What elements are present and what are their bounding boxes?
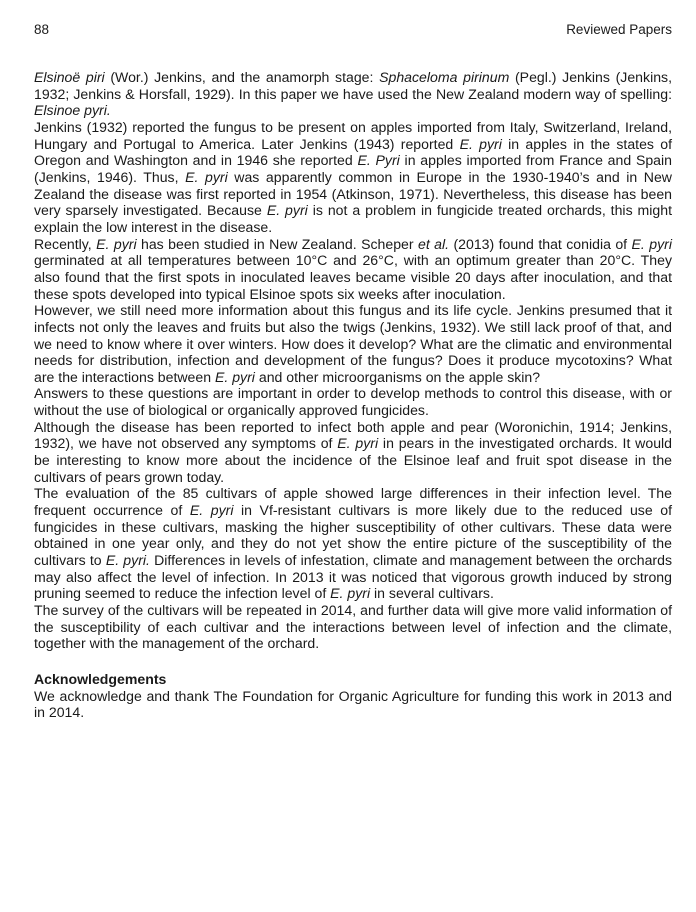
body-paragraph [34, 69, 672, 119]
body-paragraph [34, 419, 672, 486]
text-run: However, we still need more information about this fungus and its life cycle. Jenkins presumed that it infects not only the leaves and fruits but also the twigs (Jenkins, 1932). We still lack proof of that, and we need to know where it over winters. How does it develop? What are the climatic and environmental needs for distribution, infection and development of the fungus? Does it produce mycotoxins? What are the interactions between [34, 302, 672, 385]
body-paragraph [34, 119, 672, 236]
italic-text-run: E. pyri [185, 168, 228, 185]
body-paragraph [34, 302, 672, 385]
text-run: Recently, [34, 235, 97, 252]
italic-text-run: et al. [417, 235, 450, 252]
italic-text-run: Elsinoe pyri. [34, 102, 111, 119]
text-run: in pears in the investigated orchards. It would be interesting to know more about the incidence of the Elsinoe leaf and fruit spot disease in the cultivars of pears grown today. [34, 435, 672, 485]
text-run: (2013) found that conidia of [449, 235, 632, 252]
text-run: (Pegl.) Jenkins (Jenkins, 1932; Jenkins & Horsfall, 1929). In this paper we have used the New Zealand modern way of spelling: [34, 69, 673, 102]
italic-text-run: E. pyri [337, 435, 379, 452]
text-run: has been studied in New Zealand. Scheper [136, 235, 418, 252]
italic-text-run: E. pyri [330, 585, 371, 602]
article-body [34, 69, 672, 721]
text-run: and other microorganisms on the apple skin? [254, 368, 541, 385]
text-run: in apples imported from France and Spain (Jenkins, 1946). Thus, [34, 152, 672, 185]
italic-text-run: E. pyri [189, 502, 234, 519]
acknowledgements-heading: Acknowledgements [34, 670, 167, 687]
text-run: is not a problem in fungicide treated orchards, this might explain the low interest in the disease. [34, 202, 673, 235]
text-run: Answers to these questions are important in order to develop methods to control this disease, with or without the use of biological or organically approved fungicides. [34, 385, 672, 419]
text-run: was apparently common in Europe in the 1930-1940’s and in New Zealand the disease was first reported in 1954 (Atkinson, 1971). Nevertheless, this disease has been very sparsely investigated. Because [34, 168, 672, 219]
italic-text-run: Elsinoë piri [34, 69, 105, 85]
text-run: (Wor.) Jenkins, and the anamorph stage: [104, 69, 380, 85]
body-paragraph [34, 236, 672, 303]
body-paragraph [34, 385, 672, 418]
italic-text-run: E. Pyri [357, 152, 400, 169]
page-number: 88 [34, 22, 50, 37]
text-run: Jenkins (1932) reported the fungus to be present on apples imported from Italy, Switzerland, Ireland, Hungary and Portugal to America. Later Jenkins (1943) reported [34, 118, 672, 152]
text-run: in apples in the states of Oregon and Washington and in 1946 she reported [34, 135, 672, 169]
running-head: Reviewed Papers [566, 22, 672, 37]
text-run: The survey of the cultivars will be repeated in 2014, and further data will give more valid information of the susceptibility of each cultivar and the interactions between level of infection and the climate, together with the management of the orchard. [34, 602, 672, 652]
italic-text-run: E. pyri [214, 368, 255, 385]
italic-text-run: E. pyri [96, 235, 137, 252]
page-header [34, 22, 672, 38]
text-run: germinated at all temperatures between 10°C and 26°C, with an optimum greater than 20°C. They also found that the first spots in inoculated leaves became visible 20 days after inoculation, and that these spots developed into typical Elsinoe spots six weeks after inoculation. [34, 252, 672, 302]
italic-text-run: E. pyri [266, 202, 308, 219]
text-run: Although the disease has been reported to infect both apple and pear (Woronichin, 1914; Jenkins, 1932), we have not observed any symptoms of [34, 418, 672, 452]
text-run: Differences in levels of infestation, climate and management between the orchards may also affect the level of infection. In 2013 it was noticed that vigorous growth induced by strong pruning seemed to reduce the infection level of [34, 552, 672, 602]
italic-text-run: E. pyri [459, 135, 502, 152]
text-run: The evaluation of the 85 cultivars of apple showed large differences in their infection level. The frequent occurrence of [34, 485, 672, 519]
body-paragraph [34, 485, 672, 602]
text-run: in several cultivars. [370, 585, 494, 602]
text-run: in Vf-resistant cultivars is more likely due to the reduced use of fungicides in these cultivars, masking the higher susceptibility of other cultivars. These data were obtained in one year only, and they do not yet show the entire picture of the susceptibility of the cultivars to [34, 502, 672, 569]
italic-text-run: E. pyri [631, 235, 672, 252]
body-paragraph [34, 602, 672, 652]
italic-text-run: Sphaceloma pirinum [379, 69, 510, 85]
italic-text-run: E. pyri. [105, 552, 150, 569]
acknowledgements-text: We acknowledge and thank The Foundation for Organic Agriculture for funding this work in 2013 and in 2014. [34, 687, 672, 721]
